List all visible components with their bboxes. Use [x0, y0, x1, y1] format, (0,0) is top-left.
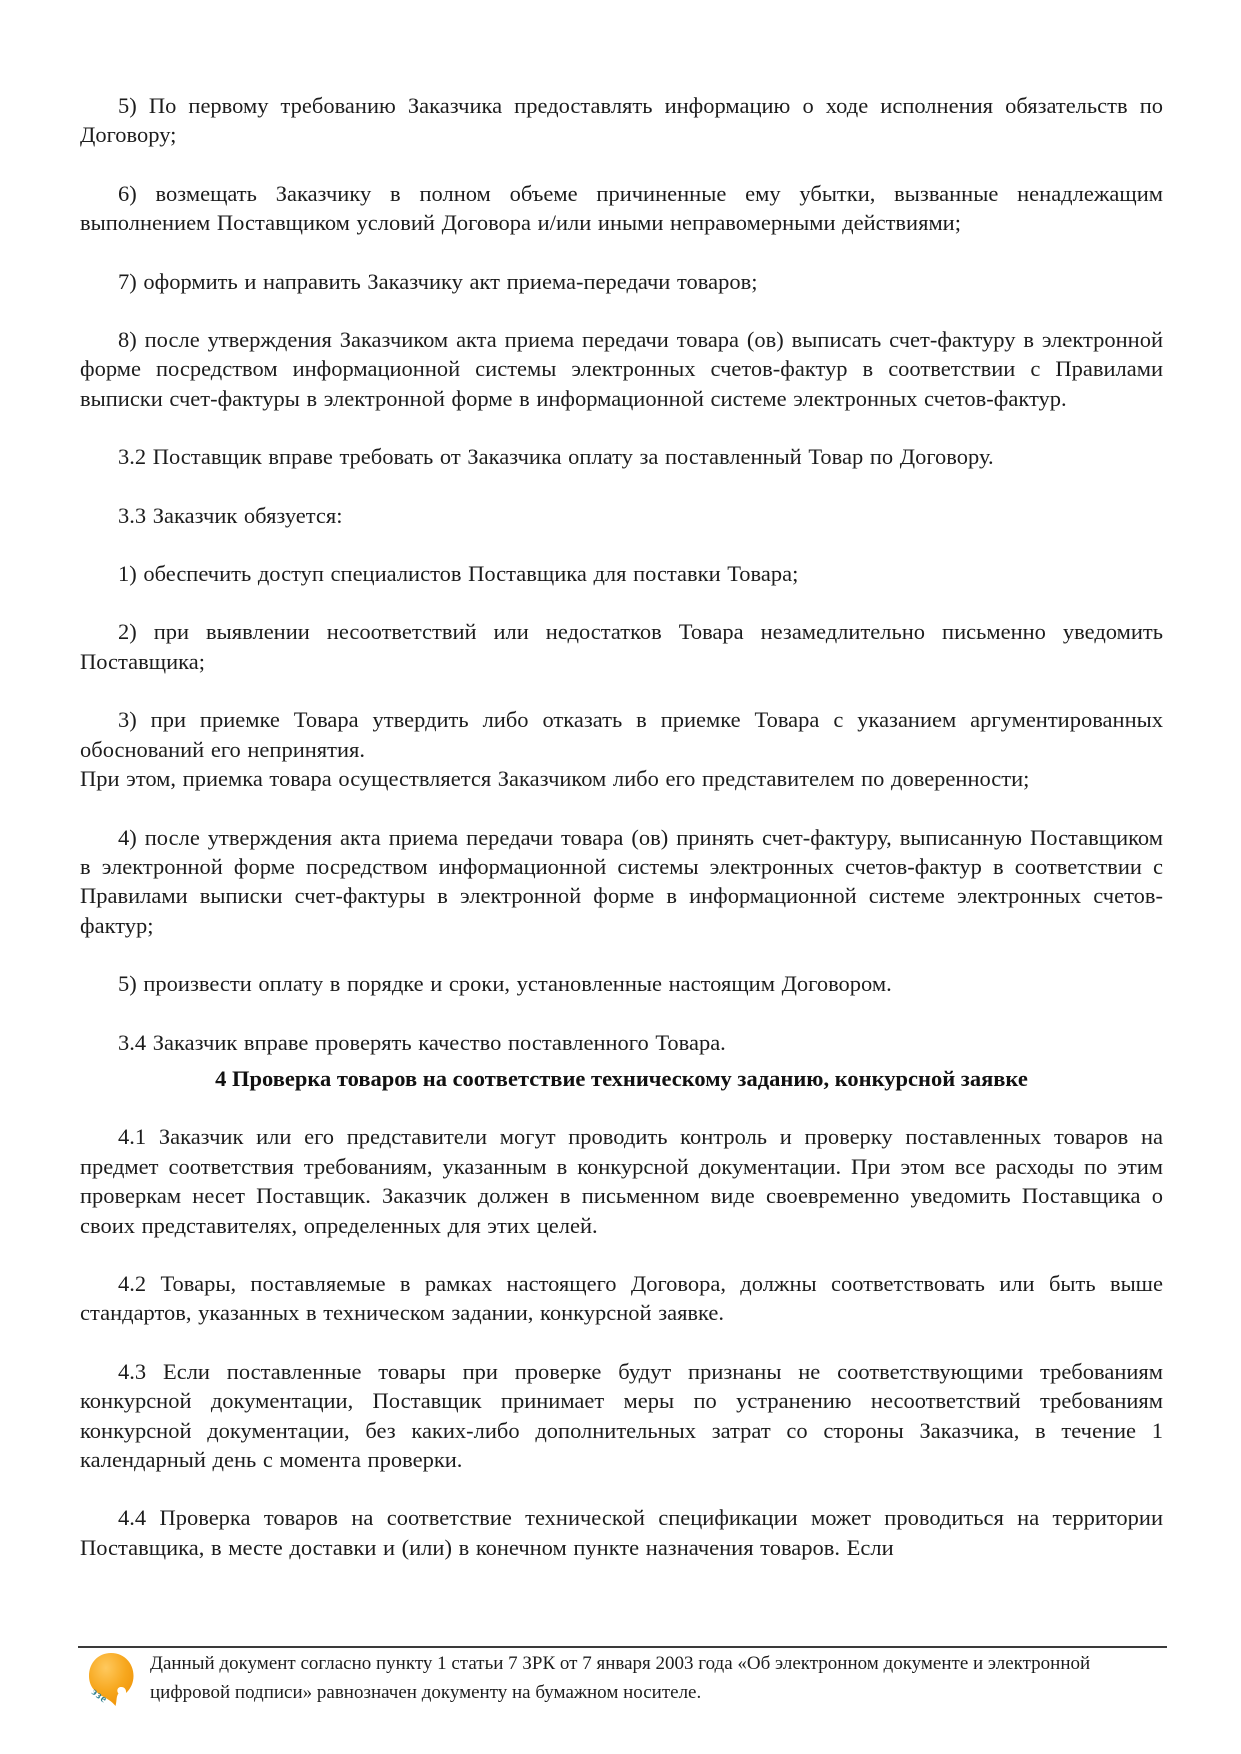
clause-4-1-inspection: 4.1 Заказчик или его представители могут проводить контроль и проверку поставленных товаров на предмет соответствия требованиям, указанным в конкурсной документации. При этом все расходы по этим проверкам несет Поставщик. Заказчик должен в письменном виде своевременно уведомить Поставщика о своих представителях, определенных для этих целей.	[80, 1124, 1163, 1238]
item-1-access: 1) обеспечить доступ специалистов Поставщика для поставки Товара;	[118, 561, 799, 587]
egov-eds-stamp-icon	[86, 1651, 138, 1707]
item-3-acceptance-note: При этом, приемка товара осуществляется Заказчиком либо его представителем по доверенности;	[80, 766, 1030, 792]
clause-3-3-customer-obliges: 3.3 Заказчик обязуется:	[118, 502, 343, 528]
clause-7-acceptance-act: 7) оформить и направить Заказчику акт приема-передачи товаров;	[118, 268, 758, 294]
item-5-payment: 5) произвести оплату в порядке и сроки, установленные настоящим Договором.	[118, 971, 892, 997]
clause-4-3-nonconformity: 4.3 Если поставленные товары при проверке будут признаны не соответствующими требованиям конкурсной документации, Поставщик принимает меры по устранению несоответствий требованиям конкурсной документации, без каких-либо дополнительных затрат со стороны Заказчика, в течение 1 календарный день с момента проверки.	[80, 1358, 1163, 1472]
contract-text-body	[80, 91, 1163, 1562]
clause-8-invoice: 8) после утверждения Заказчиком акта приема передачи товара (ов) выписать счет-фактуру в электронной форме посредством информационной системы электронных счетов-фактур в соответствии с Правилами выписки счет-фактуры в электронной форме в информационной системе электронных счетов-фактур.	[80, 327, 1163, 411]
item-4-accept-invoice: 4) после утверждения акта приема передачи товара (ов) принять счет-фактуру, выписанную Поставщиком в электронной форме посредством информационной системы электронных счетов-фактур в соответствии с Правилами выписки счет-фактуры в электронной форме в информационной системе электронных счетов-фактур;	[80, 824, 1163, 938]
svg-text:эзе: эзе	[89, 1685, 110, 1706]
item-3-acceptance-decision: 3) при приемке Товара утвердить либо отказать в приемке Товара с указанием аргументированных обоснований его непринятия.	[80, 707, 1163, 762]
clause-6-compensate-losses: 6) возмещать Заказчику в полном объеме причиненные ему убытки, вызванные ненадлежащим выполнением Поставщиком условий Договора и/или иными неправомерными действиями;	[80, 180, 1163, 236]
clause-4-2-standards: 4.2 Товары, поставляемые в рамках настоящего Договора, должны соответствовать или быть выше стандартов, указанных в техническом задании, конкурсной заявке.	[80, 1270, 1163, 1326]
item-2-notify-defects: 2) при выявлении несоответствий или недостатков Товара незамедлительно письменно уведомить Поставщика;	[80, 619, 1163, 674]
section-4-heading: 4 Проверка товаров на соответствие техническому заданию, конкурсной заявке	[215, 1065, 1028, 1091]
footer-divider-line	[78, 1646, 1167, 1648]
clause-3-2-supplier-rights: 3.2 Поставщик вправе требовать от Заказчика оплату за поставленный Товар по Договору.	[118, 444, 994, 470]
clause-3-4-quality-check: 3.4 Заказчик вправе проверять качество поставленного Товара.	[118, 1029, 726, 1055]
e-document-legal-note: Данный документ согласно пункту 1 статьи 7 ЗРК от 7 января 2003 года «Об электронном документе и электронной цифровой подписи» равнозначен документу на бумажном носителе.	[150, 1653, 1091, 1703]
clause-5-deliver-info: 5) По первому требованию Заказчика предоставлять информацию о ходе исполнения обязательств по Договору;	[80, 93, 1163, 148]
clause-4-4-check-location: 4.4 Проверка товаров на соответствие технической спецификации может проводиться на территории Поставщика, в месте доставки и (или) в конечном пункте назначения товаров. Если	[80, 1505, 1163, 1560]
